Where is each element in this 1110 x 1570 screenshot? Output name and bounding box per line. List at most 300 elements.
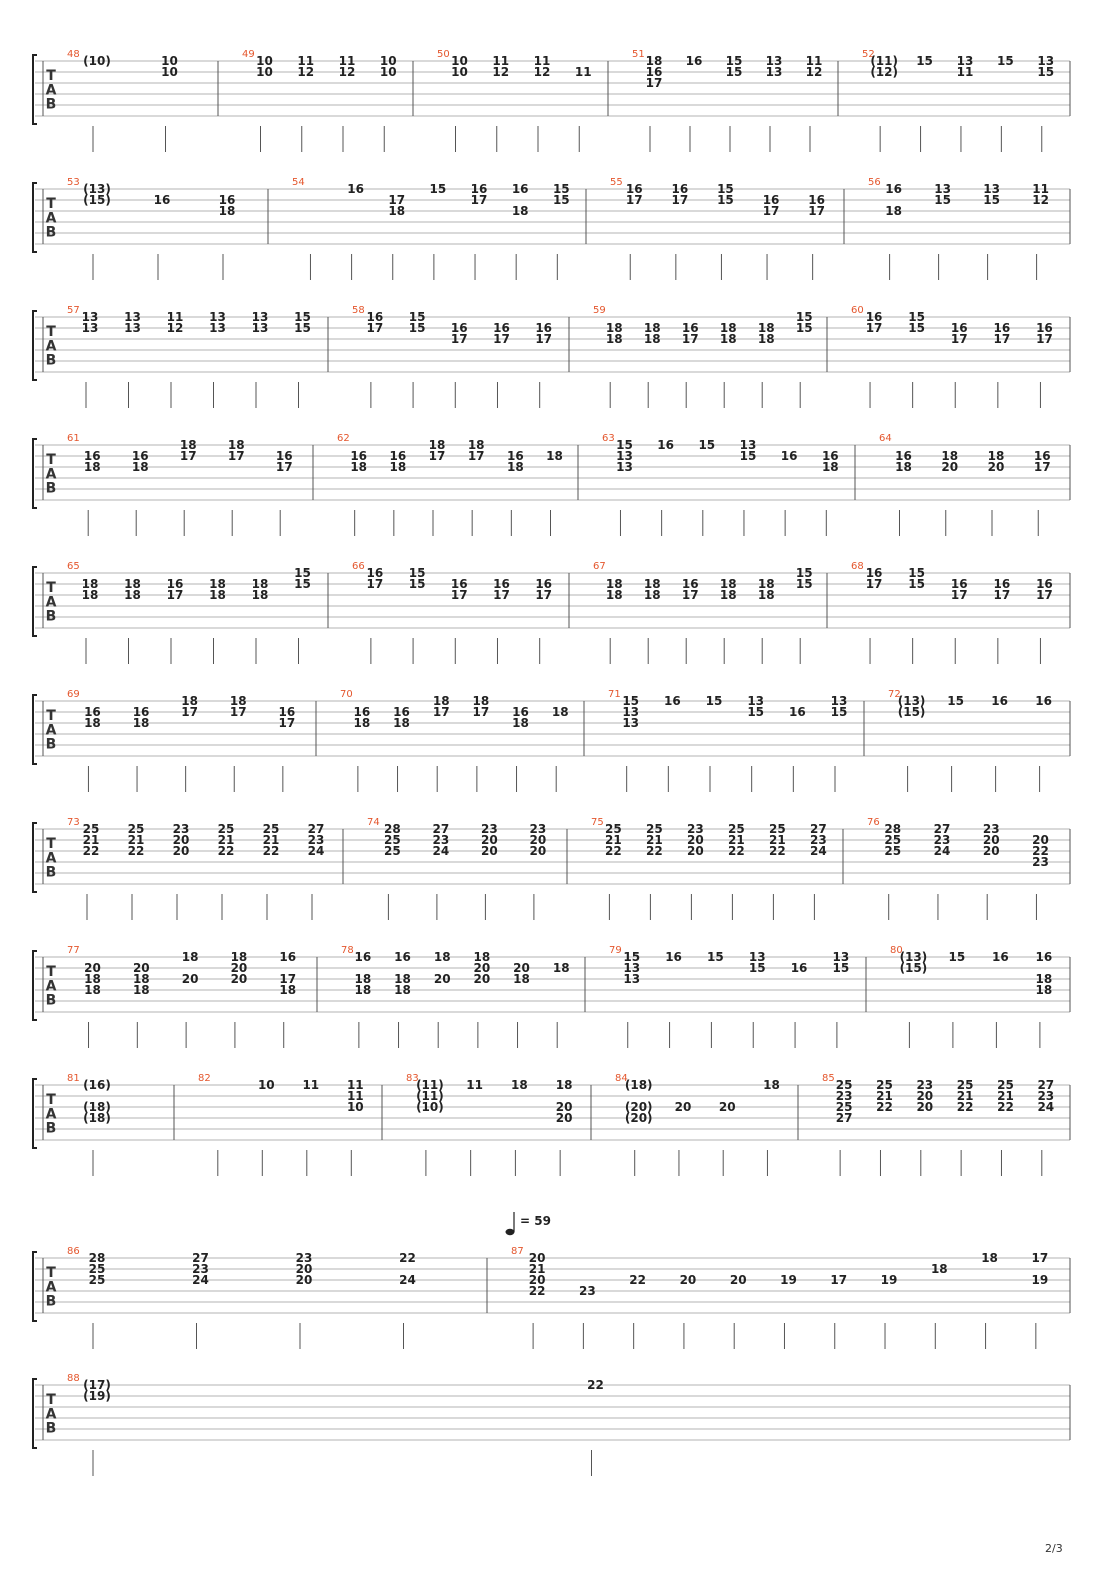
fret-number: 25 <box>956 1078 974 1092</box>
measure-number: 82 <box>198 1073 211 1084</box>
fret-number: 18 <box>354 983 372 997</box>
fret-number: 17 <box>1036 332 1053 346</box>
fret-number: 16 <box>166 577 184 591</box>
fret-number: 17 <box>278 716 296 730</box>
fret-number: 16 <box>671 182 689 196</box>
fret-number: 18 <box>643 588 661 602</box>
fret-number: 16 <box>394 950 411 964</box>
measure-number: 50 <box>437 49 450 60</box>
measure-number: 48 <box>67 49 80 60</box>
system-bracket <box>33 311 37 380</box>
measure-number: 66 <box>352 561 365 572</box>
fret-number: 15 <box>552 193 570 207</box>
fret-number: 16 <box>1035 694 1052 708</box>
fret-number: 18 <box>124 588 141 602</box>
fret-number: 19 <box>880 1273 898 1287</box>
fret-number: 22 <box>399 1251 416 1265</box>
fret-number: 22 <box>728 844 745 858</box>
fret-number: 28 <box>88 1251 106 1265</box>
fret-number: 22 <box>1032 844 1049 858</box>
fret-number: 17 <box>762 204 780 218</box>
measure-number: 62 <box>337 433 350 444</box>
tab-letter: B <box>45 736 57 753</box>
fret-number: (15) <box>83 193 111 207</box>
fret-number: 24 <box>399 1273 416 1287</box>
measure-number: 69 <box>67 689 80 700</box>
fret-number: 16 <box>681 577 699 591</box>
fret-number: 23 <box>933 833 951 847</box>
fret-number: 17 <box>993 588 1011 602</box>
tab-system <box>33 177 1070 280</box>
fret-number: (20) <box>624 1100 653 1114</box>
fret-number: 23 <box>982 822 1000 836</box>
fret-number: 13 <box>1037 54 1055 68</box>
fret-number: 17 <box>830 1273 848 1287</box>
fret-number: 25 <box>605 822 622 836</box>
fret-number: 10 <box>451 54 468 68</box>
fret-number: 20 <box>916 1089 934 1103</box>
fret-number: 16 <box>354 950 372 964</box>
fret-number: 20 <box>473 972 491 986</box>
fret-number: 25 <box>876 1078 893 1092</box>
measure-number: 60 <box>851 305 864 316</box>
fret-number: 24 <box>1037 1100 1055 1114</box>
measure <box>341 945 570 1048</box>
fret-number: 15 <box>408 577 426 591</box>
fret-number: 18 <box>473 950 491 964</box>
fret-number: 20 <box>674 1100 692 1114</box>
fret-number: 15 <box>908 321 925 335</box>
fret-number: 17 <box>279 972 297 986</box>
fret-number: 22 <box>217 844 235 858</box>
fret-number: 22 <box>876 1100 893 1114</box>
fret-number: 13 <box>623 961 641 975</box>
fret-number: 17 <box>493 588 510 602</box>
fret-number: 22 <box>528 1284 546 1298</box>
fret-number: 16 <box>366 310 384 324</box>
fret-number: 22 <box>646 844 663 858</box>
fret-number: 25 <box>88 1262 106 1276</box>
fret-number: 15 <box>830 705 848 719</box>
fret-number: 17 <box>179 449 197 463</box>
fret-number: 18 <box>81 577 99 591</box>
fret-number: 23 <box>579 1284 596 1298</box>
fret-number: 10 <box>379 54 397 68</box>
fret-number: 18 <box>132 983 150 997</box>
fret-number: 17 <box>625 193 643 207</box>
fret-number: (18) <box>83 1100 111 1114</box>
fret-number: 21 <box>605 833 622 847</box>
fret-number: 15 <box>294 310 311 324</box>
fret-number: 18 <box>124 577 141 591</box>
fret-number: 18 <box>605 321 623 335</box>
fret-number: 15 <box>294 566 311 580</box>
fret-number: 13 <box>124 321 141 335</box>
fret-number: 17 <box>450 332 468 346</box>
fret-number: 13 <box>124 310 141 324</box>
fret-number: (13) <box>899 950 928 964</box>
fret-number: 18 <box>981 1251 998 1265</box>
measure <box>198 1073 364 1176</box>
fret-number: 18 <box>506 460 524 474</box>
system-bracket <box>33 55 37 124</box>
measure-number: 88 <box>67 1373 80 1384</box>
fret-number: 17 <box>645 76 663 90</box>
tab-letter: A <box>45 594 57 611</box>
fret-number: 21 <box>82 833 100 847</box>
tab-letter: A <box>45 850 57 867</box>
fret-number: 17 <box>865 577 883 591</box>
fret-number: 24 <box>810 844 827 858</box>
fret-number: 18 <box>552 961 570 975</box>
fret-number: 12 <box>805 65 823 79</box>
fret-number: 16 <box>993 321 1011 335</box>
fret-number: 15 <box>908 310 925 324</box>
fret-number: 16 <box>821 449 839 463</box>
fret-number: 20 <box>718 1100 736 1114</box>
fret-number: 17 <box>467 449 485 463</box>
fret-number: 18 <box>885 204 902 218</box>
tab-system <box>33 1073 1070 1176</box>
fret-number: 15 <box>408 310 426 324</box>
measure-number: 80 <box>890 945 903 956</box>
fret-number: 16 <box>450 321 468 335</box>
fret-number: 16 <box>535 321 553 335</box>
fret-number: 20 <box>987 460 1005 474</box>
tab-letter: T <box>46 708 56 724</box>
fret-number: 20 <box>528 1251 546 1265</box>
measure <box>851 561 1053 664</box>
fret-number: 25 <box>217 822 235 836</box>
fret-number: 20 <box>679 1273 697 1287</box>
measure <box>593 561 813 664</box>
fret-number: 17 <box>950 588 968 602</box>
fret-number: 17 <box>1031 1251 1049 1265</box>
fret-number: 16 <box>366 566 384 580</box>
system-bracket <box>33 695 37 764</box>
fret-number: 16 <box>218 193 236 207</box>
fret-number: 25 <box>384 833 401 847</box>
fret-number: 20 <box>295 1262 313 1276</box>
fret-number: 18 <box>181 950 199 964</box>
fret-number: 18 <box>605 588 623 602</box>
fret-number: 16 <box>762 193 780 207</box>
fret-number: 17 <box>450 588 468 602</box>
fret-number: 25 <box>262 822 280 836</box>
fret-number: 18 <box>131 460 149 474</box>
fret-number: 20 <box>528 1273 546 1287</box>
measure-number: 56 <box>868 177 881 188</box>
fret-number: 13 <box>616 460 633 474</box>
fret-number: 16 <box>1036 321 1053 335</box>
measure <box>67 945 296 1048</box>
measure <box>67 689 295 792</box>
fret-number: 15 <box>795 310 813 324</box>
fret-number: 17 <box>432 705 450 719</box>
fret-number: 15 <box>947 694 964 708</box>
fret-number: 18 <box>605 332 623 346</box>
fret-number: 16 <box>950 577 968 591</box>
tempo-mark <box>506 1212 551 1235</box>
fret-number: 27 <box>810 822 827 836</box>
fret-number: 15 <box>832 961 850 975</box>
fret-number: 23 <box>687 822 704 836</box>
fret-number: 25 <box>646 822 663 836</box>
fret-number: 15 <box>717 182 734 196</box>
fret-number: 18 <box>895 460 912 474</box>
fret-number: 20 <box>941 460 959 474</box>
fret-number: 23 <box>192 1262 209 1276</box>
fret-number: (11) <box>416 1078 444 1092</box>
fret-number: 15 <box>795 577 813 591</box>
measure-number: 75 <box>591 817 604 828</box>
fret-number: 11 <box>346 1078 364 1092</box>
tab-letter: B <box>45 224 57 241</box>
fret-number: 15 <box>948 950 966 964</box>
fret-number: 11 <box>466 1078 484 1092</box>
measure-number: 52 <box>862 49 875 60</box>
fret-number: 20 <box>481 844 498 858</box>
fret-number: 17 <box>181 705 198 719</box>
fret-number: 18 <box>132 716 150 730</box>
measure <box>890 945 1052 1048</box>
fret-number: 23 <box>916 1078 934 1092</box>
tab-letter: T <box>46 1092 56 1108</box>
fret-number: 20 <box>230 961 248 975</box>
fret-number: 16 <box>885 182 902 196</box>
fret-number: (10) <box>416 1100 444 1114</box>
fret-number: 13 <box>209 321 226 335</box>
fret-number: 13 <box>983 182 1000 196</box>
system-bracket <box>33 183 37 252</box>
fret-number: 18 <box>209 577 226 591</box>
measure-number: 72 <box>888 689 901 700</box>
fret-number: 17 <box>366 321 384 335</box>
fret-number: 20 <box>729 1273 747 1287</box>
fret-number: 20 <box>982 833 1000 847</box>
tab-letter: T <box>46 836 56 852</box>
fret-number: 15 <box>623 950 641 964</box>
fret-number: 18 <box>551 705 569 719</box>
fret-number: 25 <box>997 1078 1014 1092</box>
fret-number: 13 <box>765 65 783 79</box>
fret-number: 22 <box>956 1100 974 1114</box>
tab-system <box>33 689 1070 792</box>
fret-number: 28 <box>884 822 902 836</box>
fret-number: 16 <box>681 321 699 335</box>
fret-number: 16 <box>788 705 806 719</box>
fret-number: 18 <box>643 577 661 591</box>
fret-number: 23 <box>835 1089 853 1103</box>
measure <box>608 689 847 792</box>
fret-number: 18 <box>546 449 563 463</box>
fret-number: 15 <box>707 950 724 964</box>
fret-number: 18 <box>757 321 775 335</box>
fret-number: 16 <box>347 182 364 196</box>
fret-number: 16 <box>1033 449 1051 463</box>
fret-number: 17 <box>493 332 510 346</box>
measure <box>615 1073 780 1176</box>
fret-number: (18) <box>83 1111 111 1125</box>
fret-number: 18 <box>763 1078 780 1092</box>
system-bracket <box>33 823 37 892</box>
fret-number: 15 <box>698 438 716 452</box>
measure-number: 53 <box>67 177 80 188</box>
fret-number: 10 <box>379 65 397 79</box>
fret-number: 20 <box>916 1100 934 1114</box>
measure <box>292 177 570 280</box>
measure <box>67 561 311 664</box>
fret-number: (17) <box>83 1378 111 1392</box>
measure <box>352 305 552 408</box>
measure-number: 87 <box>511 1246 524 1257</box>
fret-number: 19 <box>1031 1273 1049 1287</box>
measure <box>868 177 1049 280</box>
fret-number: (11) <box>870 54 898 68</box>
fret-number: 25 <box>835 1078 853 1092</box>
measure <box>67 433 293 536</box>
fret-number: 18 <box>512 716 529 730</box>
fret-number: 21 <box>217 833 235 847</box>
fret-number: 18 <box>279 983 297 997</box>
measure-number: 79 <box>609 945 622 956</box>
measure-number: 83 <box>406 1073 419 1084</box>
fret-number: 18 <box>394 983 411 997</box>
fret-number: 18 <box>643 332 661 346</box>
fret-number: 25 <box>884 844 902 858</box>
tab-letter: B <box>45 1120 57 1137</box>
fret-number: 15 <box>748 961 766 975</box>
fret-number: 13 <box>832 950 850 964</box>
tab-letter: T <box>46 964 56 980</box>
fret-number: 20 <box>230 972 248 986</box>
fret-number: 15 <box>408 321 426 335</box>
tab-letter: A <box>45 978 57 995</box>
fret-number: 18 <box>757 588 775 602</box>
tab-system <box>33 1373 1070 1476</box>
fret-number: 27 <box>835 1111 853 1125</box>
fret-number: 13 <box>747 694 765 708</box>
measure-number: 86 <box>67 1246 80 1257</box>
measure <box>822 1073 1054 1176</box>
measure <box>67 49 178 152</box>
fret-number: 25 <box>835 1100 853 1114</box>
fret-number: 16 <box>665 950 682 964</box>
tab-letter: B <box>45 992 57 1009</box>
fret-number: 22 <box>605 844 622 858</box>
fret-number: 11 <box>574 65 592 79</box>
fret-number: 16 <box>991 694 1008 708</box>
fret-number: 17 <box>535 332 553 346</box>
fret-number: 20 <box>555 1111 573 1125</box>
tab-system <box>33 433 1070 536</box>
fret-number: 16 <box>389 449 407 463</box>
fret-number: 12 <box>533 65 551 79</box>
tab-letter: T <box>46 324 56 340</box>
fret-number: 17 <box>950 332 968 346</box>
fret-number: 15 <box>294 577 311 591</box>
fret-number: 18 <box>930 1262 948 1276</box>
measure <box>352 561 552 664</box>
fret-number: 13 <box>623 972 641 986</box>
fret-number: 24 <box>307 844 325 858</box>
fret-number: 16 <box>511 182 529 196</box>
fret-number: 21 <box>127 833 145 847</box>
fret-number: 24 <box>192 1273 209 1287</box>
fret-number: 16 <box>278 705 296 719</box>
fret-number: 10 <box>257 1078 275 1092</box>
fret-number: 21 <box>769 833 786 847</box>
fret-number: 16 <box>132 705 150 719</box>
fret-number: 28 <box>384 822 401 836</box>
fret-number: 23 <box>307 833 325 847</box>
fret-number: 16 <box>493 577 510 591</box>
fret-number: 17 <box>275 460 293 474</box>
fret-number: 16 <box>506 449 524 463</box>
fret-number: 23 <box>1037 1089 1055 1103</box>
fret-number: 18 <box>209 588 226 602</box>
measure-number: 76 <box>867 817 880 828</box>
fret-number: 15 <box>983 193 1000 207</box>
fret-number: 21 <box>262 833 280 847</box>
fret-number: 23 <box>529 822 547 836</box>
fret-number: 13 <box>616 449 633 463</box>
measure <box>602 433 839 536</box>
fret-number: 18 <box>513 972 530 986</box>
system-bracket <box>33 567 37 636</box>
fret-number: (19) <box>83 1389 111 1403</box>
fret-number: 18 <box>394 972 411 986</box>
fret-number: 27 <box>307 822 325 836</box>
fret-number: 18 <box>179 438 197 452</box>
fret-number: 11 <box>805 54 823 68</box>
measure <box>67 1073 111 1176</box>
fret-number: 15 <box>747 705 765 719</box>
fret-number: (11) <box>416 1089 444 1103</box>
measure-number: 84 <box>615 1073 628 1084</box>
fret-number: 18 <box>555 1078 573 1092</box>
fret-number: (10) <box>83 54 111 68</box>
fret-number: 15 <box>739 449 757 463</box>
fret-number: 17 <box>681 332 699 346</box>
fret-number: 18 <box>84 716 101 730</box>
fret-number: 17 <box>428 449 446 463</box>
fret-number: 11 <box>302 1078 320 1092</box>
fret-number: 25 <box>728 822 745 836</box>
measure-number: 85 <box>822 1073 835 1084</box>
fret-number: 22 <box>82 844 100 858</box>
fret-number: 20 <box>84 961 101 975</box>
fret-number: 15 <box>997 54 1014 68</box>
fret-number: 13 <box>81 321 99 335</box>
fret-number: 12 <box>1032 193 1049 207</box>
measure <box>591 817 827 920</box>
measure <box>67 1373 604 1476</box>
measure <box>242 49 397 152</box>
tab-letter: A <box>45 1279 57 1296</box>
fret-number: 11 <box>338 54 356 68</box>
fret-number: 18 <box>132 972 150 986</box>
fret-number: 21 <box>956 1089 974 1103</box>
fret-number: 15 <box>717 193 734 207</box>
fret-number: 18 <box>1035 972 1053 986</box>
fret-number: 22 <box>127 844 145 858</box>
fret-number: 27 <box>192 1251 209 1265</box>
fret-number: 27 <box>1037 1078 1055 1092</box>
fret-number: 21 <box>646 833 663 847</box>
fret-number: 13 <box>622 716 640 730</box>
measure <box>862 49 1054 152</box>
